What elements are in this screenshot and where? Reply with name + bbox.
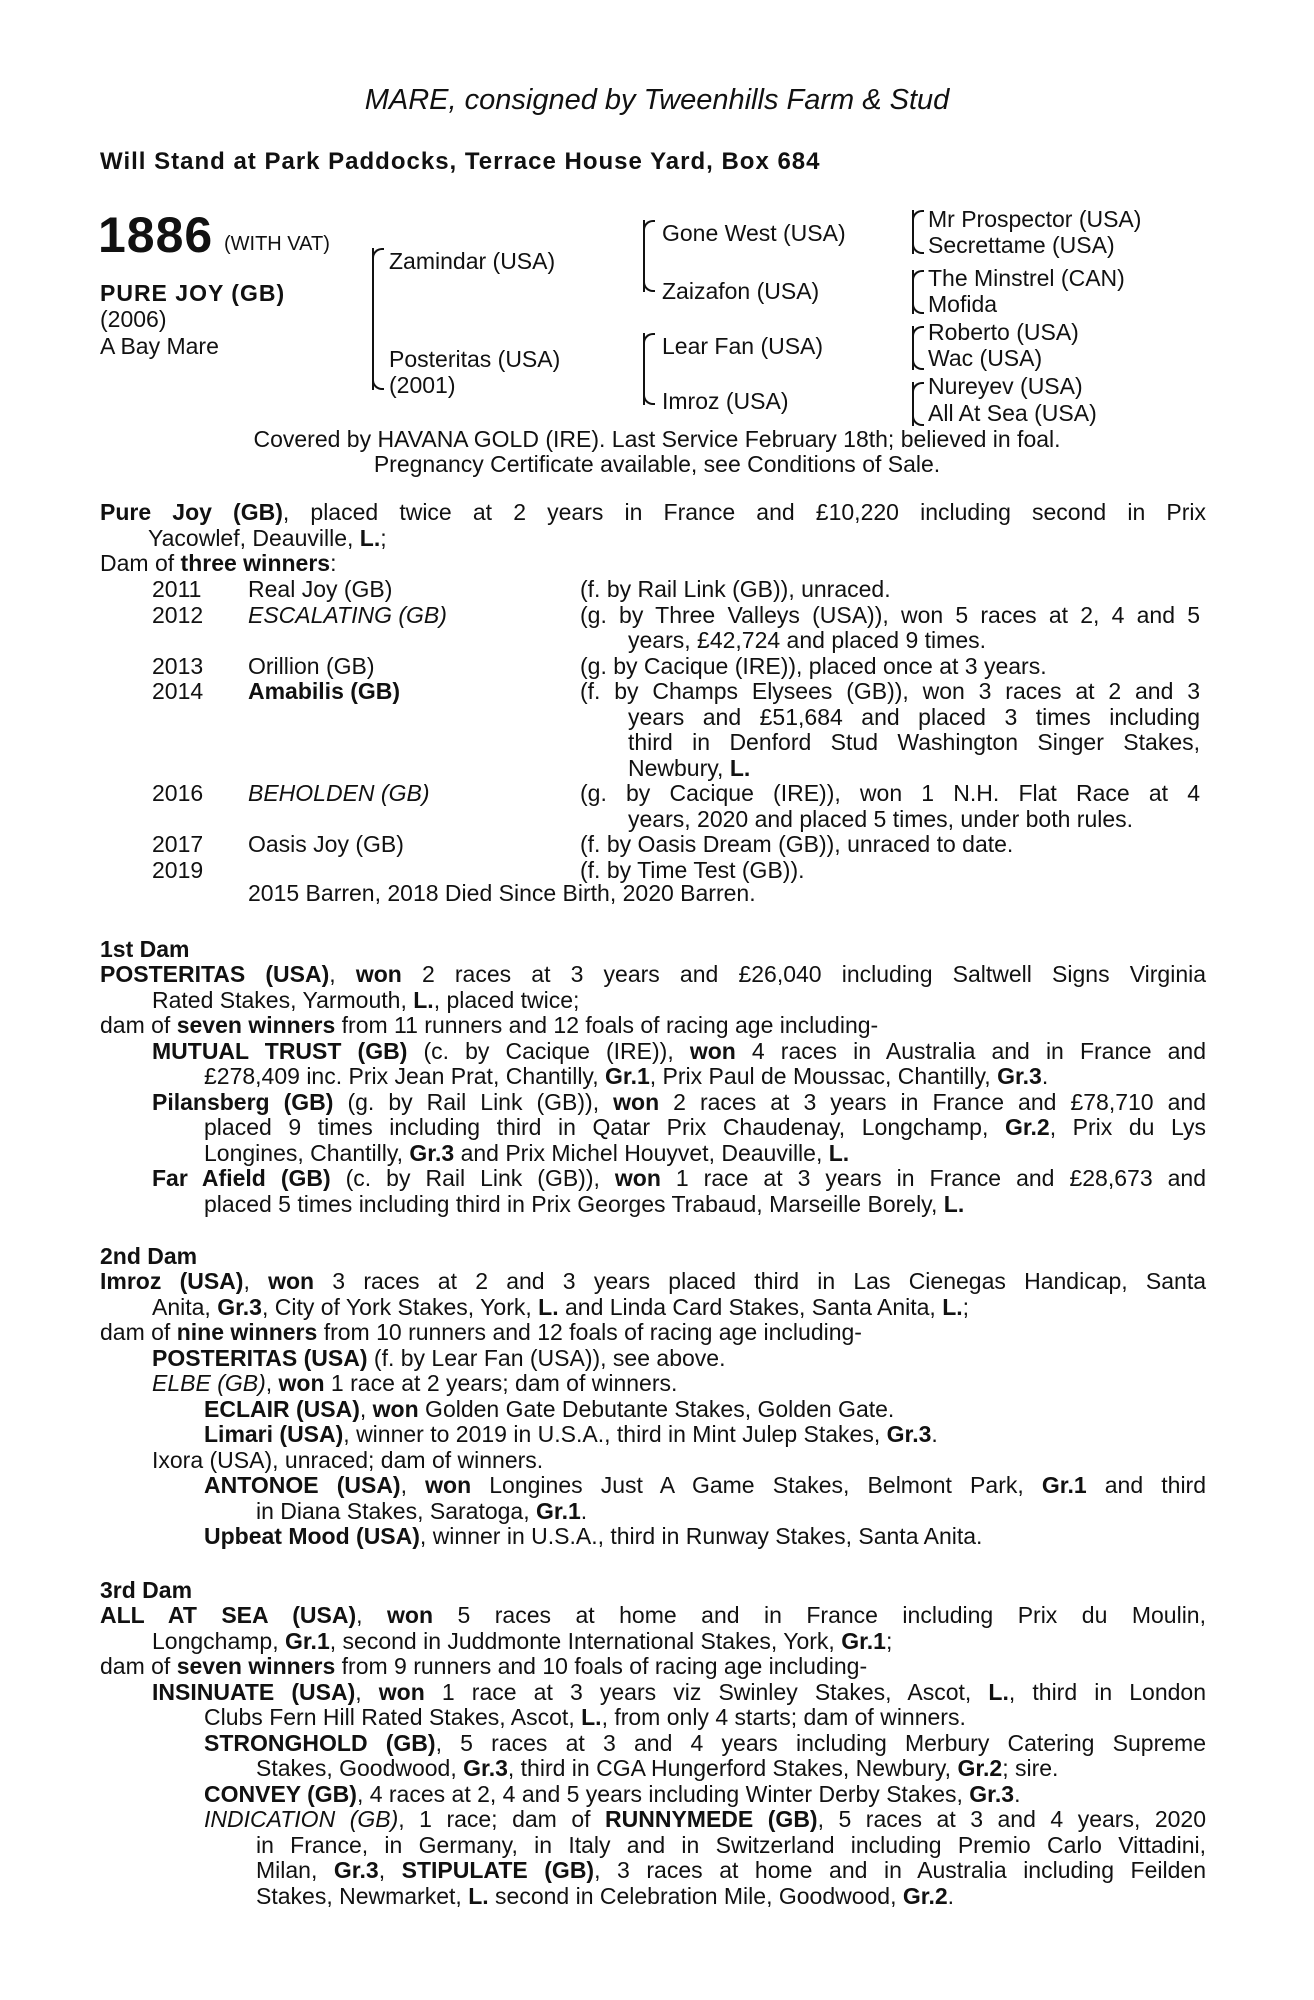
pedigree-ssd: Secrettame (USA)	[928, 232, 1115, 258]
produce-description: (f. by Time Test (GB)).	[580, 856, 805, 883]
pedigree-dam-dam: Imroz (USA)	[662, 388, 789, 414]
produce-row	[100, 654, 1220, 680]
pedigree-brace	[372, 248, 374, 390]
pedigree-dam-year: (2001)	[389, 372, 456, 398]
produce-note: 2015 Barren, 2018 Died Since Birth, 2020 Barren.	[248, 880, 756, 906]
pedigree-sire-sire: Gone West (USA)	[662, 220, 846, 246]
section-line: ALL AT SEA (USA), won 5 races at home and in France including Prix du Moulin,	[100, 1602, 1206, 1628]
mare-name: Pure Joy (GB)	[100, 499, 283, 525]
section-line: ECLAIR (USA), won Golden Gate Debutante Stakes, Golden Gate.	[204, 1395, 895, 1422]
produce-row	[100, 603, 1220, 629]
pregnancy-note: Pregnancy Certificate available, see Conditions of Sale.	[373, 451, 941, 477]
pedigree-sire: Zamindar (USA)	[389, 248, 556, 274]
lot-vat: (WITH VAT)	[224, 233, 330, 255]
produce-year: 2017	[152, 831, 204, 857]
horse-name: PURE JOY (GB)	[100, 280, 286, 306]
summary-text: , placed twice at 2 years in France and £10,220 including second in Prix	[282, 499, 1206, 525]
produce-name: Orillion (GB)	[248, 652, 375, 679]
summary-text: ;	[380, 524, 387, 551]
produce-description: third in Denford Stud Washington Singer Stakes,	[628, 729, 1200, 755]
pedigree-brace	[643, 333, 645, 405]
section-line: Milan, Gr.3, STIPULATE (GB), 3 races at home and in Australia including Feilden	[256, 1857, 1206, 1883]
section-line: Limari (USA), winner to 2019 in U.S.A., third in Mint Julep Stakes, Gr.3.	[204, 1421, 938, 1447]
grade-label: L.	[359, 524, 381, 551]
pedigree-sss: Mr Prospector (USA)	[928, 206, 1142, 232]
produce-row	[100, 705, 1220, 731]
mare-summary	[100, 500, 1206, 577]
section-line: POSTERITAS (USA) (f. by Lear Fan (USA)), see above.	[152, 1344, 726, 1371]
section-line: INSINUATE (USA), won 1 race at 3 years viz Swinley Stakes, Ascot, L., third in London	[152, 1678, 1207, 1705]
section-line: placed 9 times including third in Qatar Prix Chaudenay, Longchamp, Gr.2, Prix du Lys	[204, 1114, 1207, 1140]
produce-description: (f. by Champs Elysees (GB)), won 3 races at 2 and 3	[580, 678, 1200, 704]
produce-list	[100, 577, 1220, 883]
section-line: Ixora (USA), unraced; dam of winners.	[152, 1446, 544, 1473]
section-line: dam of seven winners from 11 runners and 12 foals of racing age including-	[100, 1012, 879, 1038]
produce-name: Real Joy (GB)	[248, 576, 393, 602]
pedigree-sire-dam: Zaizafon (USA)	[662, 278, 820, 304]
section-line: Anita, Gr.3, City of York Stakes, York, L. and Linda Card Stakes, Santa Anita, L.;	[152, 1293, 970, 1320]
produce-row	[100, 756, 1220, 782]
summary-text: Dam of	[100, 550, 181, 576]
section-line: MUTUAL TRUST (GB) (c. by Cacique (IRE)), won 4 races in Australia and in France and	[152, 1037, 1207, 1064]
produce-name: ESCALATING (GB)	[248, 601, 447, 628]
produce-year: 2013	[152, 652, 204, 679]
produce-name: Amabilis (GB)	[248, 678, 401, 704]
produce-name: Oasis Joy (GB)	[248, 831, 404, 857]
produce-name: BEHOLDEN (GB)	[248, 780, 430, 806]
produce-row	[100, 807, 1220, 833]
section-line: STRONGHOLD (GB), 5 races at 3 and 4 years including Merbury Catering Supreme	[204, 1729, 1206, 1756]
pedigree-brace	[643, 220, 645, 292]
section-heading: 2nd Dam	[100, 1243, 198, 1269]
section-line: placed 5 times including third in Prix Georges Trabaud, Marseille Borely, L.	[204, 1190, 965, 1217]
produce-description: (f. by Rail Link (GB)), unraced.	[580, 576, 891, 602]
section-heading: 3rd Dam	[100, 1577, 193, 1603]
summary-text: Yacowlef, Deauville,	[148, 524, 360, 551]
pedigree-dds: Nureyev (USA)	[928, 373, 1083, 399]
pedigree-dam: Posteritas (USA)	[389, 346, 561, 372]
produce-description: (f. by Oasis Dream (GB)), unraced to date.	[580, 831, 1014, 857]
horse-year: (2006)	[100, 306, 167, 332]
produce-year: 2011	[152, 576, 202, 602]
section-line: Stakes, Goodwood, Gr.3, third in CGA Hungerford Stakes, Newbury, Gr.2; sire.	[256, 1755, 1059, 1781]
section-line: in Diana Stakes, Saratoga, Gr.1.	[256, 1497, 588, 1524]
section-line: Pilansberg (GB) (g. by Rail Link (GB)), won 2 races at 3 years in France and £78,710 and	[152, 1088, 1206, 1115]
section-line: Clubs Fern Hill Rated Stakes, Ascot, L., from only 4 starts; dam of winners.	[204, 1704, 966, 1730]
pedigree-dam-sire: Lear Fan (USA)	[662, 333, 824, 359]
pedigree-dsd: Wac (USA)	[928, 345, 1043, 371]
section-line: Stakes, Newmarket, L. second in Celebration Mile, Goodwood, Gr.2.	[256, 1882, 955, 1909]
section-line: Longines, Chantilly, Gr.3 and Prix Michel Houyvet, Deauville, L.	[204, 1139, 850, 1166]
covered-note: Covered by HAVANA GOLD (IRE). Last Service February 18th; believed in foal.	[253, 426, 1061, 452]
pedigree-brace	[912, 210, 914, 254]
pedigree-sds: The Minstrel (CAN)	[928, 265, 1125, 291]
produce-year: 2014	[152, 678, 204, 704]
produce-year: 2012	[152, 601, 204, 628]
section-line: CONVEY (GB), 4 races at 2, 4 and 5 years including Winter Derby Stakes, Gr.3.	[204, 1780, 1021, 1807]
produce-row	[100, 577, 1220, 603]
pedigree-sdd: Mofida	[928, 291, 998, 317]
produce-year: 2016	[152, 780, 204, 806]
section-line: Far Afield (GB) (c. by Rail Link (GB)), won 1 race at 3 years in France and £28,673 and	[152, 1165, 1206, 1191]
section-line: INDICATION (GB), 1 race; dam of RUNNYMEDE (GB), 5 races at 3 and 4 years, 2020	[204, 1806, 1207, 1832]
section-heading: 1st Dam	[100, 936, 190, 962]
section-line: Rated Stakes, Yarmouth, L., placed twice;	[152, 986, 580, 1013]
produce-description: years, £42,724 and placed 9 times.	[628, 627, 987, 653]
produce-row	[100, 832, 1220, 858]
produce-row	[100, 679, 1220, 705]
produce-row	[100, 628, 1220, 654]
section-line: POSTERITAS (USA), won 2 races at 3 years and £26,040 including Saltwell Signs Virginia	[100, 961, 1207, 987]
section-line: ANTONOE (USA), won Longines Just A Game Stakes, Belmont Park, Gr.1 and third	[204, 1472, 1207, 1498]
pedigree-brace	[912, 270, 914, 314]
produce-year: 2019	[152, 856, 204, 883]
produce-description: (g. by Cacique (IRE)), won 1 N.H. Flat Race at 4	[580, 780, 1200, 806]
section-line: Upbeat Mood (USA), winner in U.S.A., third in Runway Stakes, Santa Anita.	[204, 1523, 983, 1549]
section-line: Longchamp, Gr.1, second in Juddmonte International Stakes, York, Gr.1;	[152, 1627, 893, 1654]
section-line: dam of seven winners from 9 runners and 10 foals of racing age including-	[100, 1653, 868, 1679]
pedigree-dss: Roberto (USA)	[928, 319, 1079, 345]
section-line: in France, in Germany, in Italy and in Switzerland including Premio Carlo Vittadini,	[256, 1831, 1206, 1858]
lot-number: 1886	[98, 207, 214, 263]
section-line: £278,409 inc. Prix Jean Prat, Chantilly, Gr.1, Prix Paul de Moussac, Chantilly, Gr.3.	[204, 1063, 1049, 1089]
produce-description: (g. by Cacique (IRE)), placed once at 3 years.	[580, 652, 1047, 679]
section-line: ELBE (GB), won 1 race at 2 years; dam of winners.	[152, 1370, 678, 1396]
produce-description: (g. by Three Valleys (USA)), won 5 races at 2, 4 and 5	[580, 601, 1200, 628]
pedigree-brace	[912, 326, 914, 370]
horse-description: A Bay Mare	[100, 333, 219, 359]
page-title: MARE, consigned by Tweenhills Farm & Stud	[364, 84, 950, 116]
section-line: Imroz (USA), won 3 races at 2 and 3 years placed third in Las Cienegas Handicap, Santa	[100, 1268, 1206, 1294]
section-line: dam of nine winners from 10 runners and 12 foals of racing age including-	[100, 1319, 862, 1345]
pedigree-ddd: All At Sea (USA)	[928, 400, 1097, 426]
winners-count: three winners	[180, 550, 331, 576]
produce-row	[100, 781, 1220, 807]
produce-description: years, 2020 and placed 5 times, under both rules.	[628, 805, 1134, 832]
pedigree-brace	[912, 382, 914, 426]
summary-text: :	[330, 550, 337, 576]
produce-description: years and £51,684 and placed 3 times including	[628, 703, 1200, 730]
produce-description: Newbury, L.	[628, 754, 751, 781]
stand-location: Will Stand at Park Paddocks, Terrace House Yard, Box 684	[100, 148, 821, 175]
produce-row	[100, 730, 1220, 756]
